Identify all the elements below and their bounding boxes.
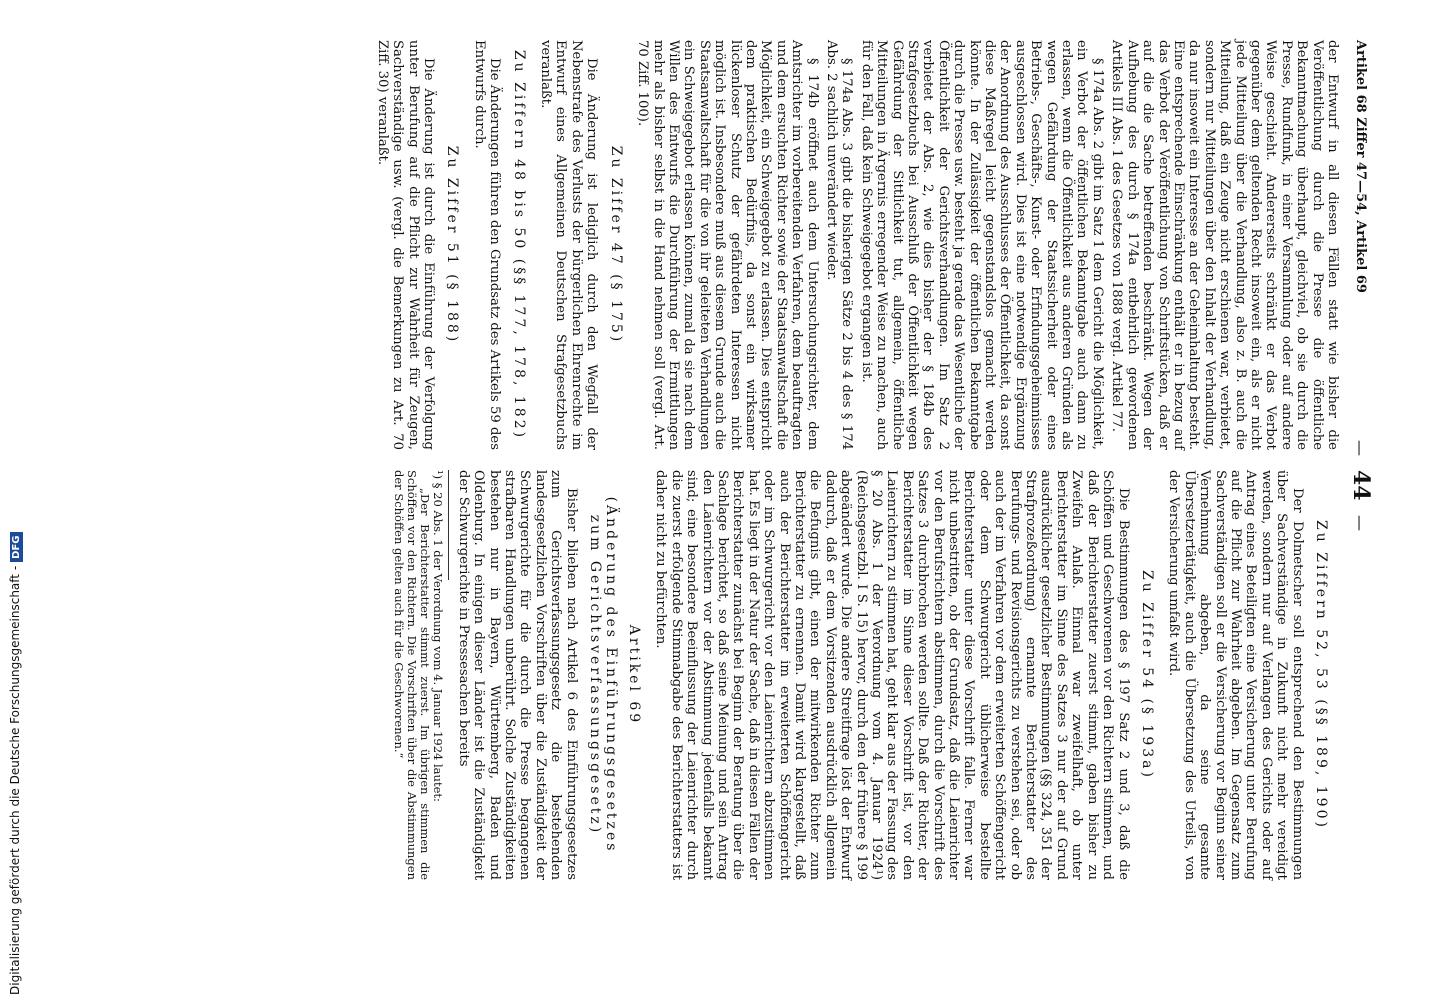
heading-ziffer-51: Zu Ziffer 51 (§ 188) [444,145,461,345]
heading-ziffern-48-50: Zu Ziffern 48 bis 50 (§§ 177, 178, 182) [510,49,527,441]
dfg-logo: DFG [10,533,23,562]
heading-artikel-69-subtitle-1: (Änderung des Einführungsgesetzes [602,496,619,854]
page-number-dash-left: — [1351,440,1370,456]
footnote: ¹) § 20 Abs. 1 der Verordnung vom 4. Januar 1924 lautet: [431,470,446,802]
page-number-dash-right: — [1351,515,1370,531]
rotated-document-page [40,0,1380,1000]
right-paragraph-3: Bisher blieben nach Artikel 6 des Einführungsgesetzes zum Gerichtsverfassungsgesetz die bestehenden landesgesetzlichen Vorschriften über die Zuständigkeit der Schwurgerichte für die durch die Presse begangenen strafbaren Handlungen unberührt. Solche Zuständigkeiten bestehen nur in Bayern, Württemberg, Baden und Oldenburg. In einigen dieser Länder ist die Zuständigkeit der Schwurgerichte in Pressesachen bereits [455,470,579,880]
left-paragraph-3: § 174a Abs. 3 gibt die bisherigen Sätze 2 bis 4 des § 174 Abs. 2 sachlich unverändert wieder. [824,40,855,450]
right-paragraph-1: Der Dolmetscher soll entsprechend den Bestimmungen über Sachverständige in Zukunft nicht mehr vereidigt werden, sondern nur auf Verlangen des Gerichts oder auf Antrag eines Beteiligten eine Versicherung unter Berufung auf die Pflicht zur Wahrheit abgeben. Im Gegensatz zum Sachverständigen soll er die Versicherung vor Beginn seiner Vernehmung abgeben, da seine gesamte Übersetzertätigkeit, auch die Übersetzung des Urteils, von der Versicherung umfaßt wird. [1166,470,1305,880]
page-number: 44 [1348,470,1374,501]
left-paragraph-7: Die Änderung ist durch die Einführung der Verfolgung unter Berufung auf die Pflicht zur Wahrheit für Zeugen, Sachverständige usw. (vergl. die Bemerkungen zu Art. 70 Ziff. 30) veranlaßt. [374,40,437,450]
heading-artikel-69-subtitle-2: zum Gerichtsverfassungsgesetz) [587,514,604,836]
digitization-credit [8,533,23,996]
right-paragraph-2: Die Bestimmungen des § 197 Satz 2 und 3, daß die Schöffen und Geschworenen vor den Richtern stimmen, und daß der Berichterstatter zuerst stimmt, gaben bisher zu Zweifeln Anlaß. Einmal war zweifelhaft, ob unter Berichterstatter im Sinne des Satzes 3 nur der auf Grund ausdrücklicher gesetzlicher Bestimmungen (§§ 324, 351 der Strafprozeßordnung) ernannte Berichterstatter des Berufungs- und Revisionsgerichts zu verstehen sei, oder ob auch der im Verfahren vor dem erweiterten Schöffengericht oder dem Schwurgericht üblicherweise bestellte Berichterstatter unter diese Vorschrift falle. Ferner war nicht unbestritten, ob der Grundsatz, daß die Laienrichter vor den Berufsrichtern abstimmen, durch die Vorschrift des Satzes 3 durchbrochen werden sollte. Daß der Richter, der Berichterstatter im Sinne dieser Vorschrift ist, vor den Laienrichtern zu stimmen hat, geht klar aus der Fassung des § 20 Abs. 1 der Verordnung vom 4. Januar 1924¹) (Reichsgesetzbl. I S. 15) hervor, durch den der frühere § 199 abgeändert wurde. Die andere Streitfrage löst der Entwurf dadurch, daß er dem Vorsitzenden ausdrücklich allgemein die Befugnis gibt, einen der mitwirkenden Richter zum Berichterstatter zu ernennen. Damit wird klargestellt, daß auch der Berichterstatter im erweiterten Schöffengericht oder im Schwurgericht vor den Laienrichtern abzustimmen hat. Es liegt in der Natur der Sache, daß in diesen Fällen der Berichterstatter zunächst bei Beginn der Beratung über die Sachlage berichtet, so daß seine Meinung und sein Antrag den Laienrichtern vor der Abstimmung jedenfalls bekannt sind; eine besondere Beeinflussung der Laienrichter durch die zuerst erfolgende Stimmabgabe des Berichterstatters ist daher nicht zu befürchten. [653,470,1131,880]
running-head: Artikel 68 Ziffer 47—54, Artikel 69 [1353,40,1368,293]
left-paragraph-2: § 174a Abs. 2 gibt im Satz 1 dem Gericht die Möglichkeit, ein Verbot der öffentlichen Bekanntgabe auch dann zu erlassen, wenn die Öffentlichkeit aus anderen Gründen als wegen Gefährdung der Staatssicherheit oder eines Betriebs-, Geschäfts-, Kunst- oder Erfindungsgeheimnisses ausgeschlossen wird. Dies ist eine notwendige Ergänzung der Anordnung des Ausschlusses der Öffentlichkeit, da sonst diese Maßregel leicht gegenstandslos gemacht werden könnte. In der Zulässigkeit der öffentlichen Bekanntgabe durch die Presse usw. besteht ja gerade das Wesentliche der Öffentlichkeit der Gerichtsverhandlungen. Im Satz 2 verbietet der Abs. 2, wie dies bisher der § 184b des Strafgesetzbuchs bei Ausschluß der Öffentlichkeit wegen Gefährdung der Sittlichkeit tut, allgemein, öffentliche Mitteilungen in Ärgernis erregender Weise zu machen, auch für den Fall, daß kein Schweigegebot ergangen ist. [858,40,1105,450]
left-paragraph-5: Die Änderung ist lediglich durch den Wegfall der Nebenstrafe des Verlusts der bürgerlichen Ehrenrechte im Entwurf eines Allgemeinen Deutschen Strafgesetzbuchs veranlaßt. [538,40,600,450]
right-column [392,470,1340,880]
footnote-quote: „Der Berichterstatter stimmt zuerst. Im übrigen stimmen die Schöffen vor den Richtern. Die Vorschriften über die Abstimmungen der Schöffen gelten auch für die Geschworenen.“ [392,470,433,880]
heading-ziffern-52-53: Zu Ziffern 52, 53 (§§ 189, 190) [1313,520,1329,830]
heading-artikel-69: Artikel 69 [625,624,642,726]
heading-ziffer-54: Zu Ziffer 54 (§ 193a) [1138,570,1155,780]
left-column [370,40,1340,450]
digitization-credit-text: Digitalisierung gefördert durch die Deutsche Forschungsgemeinschaft - [8,565,22,995]
left-paragraph-4: § 174b eröffnet auch dem Untersuchungsrichter, dem Amtsrichter im vorbereitenden Verfahren, dem beauftragten und dem ersuchten Richter sowie der Staatsanwaltschaft die Möglichkeit, ein Schweigegebot zu erlassen. Dies entspricht dem praktischen Bedürfnis, da sonst ein wirksamer lückenloser Schutz der gefährdeten Interessen nicht möglich ist. Insbesondere muß aus diesem Grunde auch die Staatsanwaltschaft für die von ihr geleiteten Verhandlungen ein Schweigegebot erlassen können, zumal da sie nach dem Willen des Entwurfs die Durchführung der Ermittlungen mehr als bisher selbst in die Hand nehmen soll (vergl. Art. 70 Ziff. 100). [635,40,820,450]
left-paragraph-1: der Entwurf in all diesen Fällen statt wie bisher die Veröffentlichung durch die Presse die öffentliche Bekanntmachung überhaupt, gleichviel, ob sie durch die Presse, Rundfunk, in einer Versammlung oder auf andere Weise geschieht. Andererseits schränkt er das Verbot gegenüber dem geltenden Recht insoweit ein, als er nicht jede Mitteilung über die Verhandlung, also z. B. auch die Mitteilung, daß ein Zeuge nicht erschienen war, verbietet, sondern nur Mitteilungen über den Inhalt der Verhandlung, da nur insoweit ein Interesse an der Geheimhaltung besteht. Eine entsprechende Einschränkung enthält er in bezug auf das Verbot der Veröffentlichung von Schriftstücken, daß er auf die die Sache betreffenden beschränkt. Wegen der Aufhebung des durch § 174a entbehrlich gewordenen Artikels III Abs. 1 des Gesetzes von 1888 vergl. Artikel 77. [1109,40,1340,450]
heading-ziffer-47: Zu Ziffer 47 (§ 175) [607,145,624,345]
footnote-rule [448,470,449,580]
left-paragraph-6: Die Änderungen führen den Grundsatz des Artikels 59 des Entwurfs durch. [471,40,503,450]
